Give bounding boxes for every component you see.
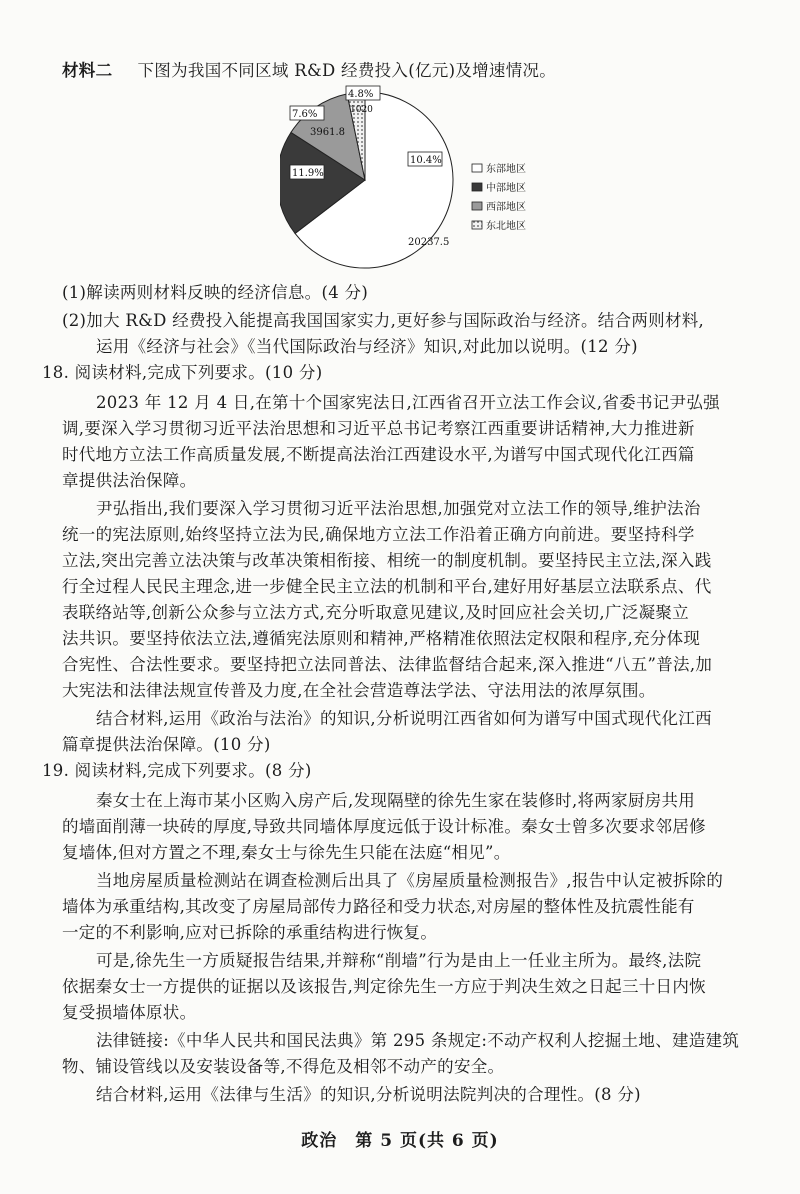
q18-line: 尹弘指出,我们要深入学习贯彻习近平法治思想,加强党对立法工作的领导,维护法治 bbox=[96, 499, 701, 518]
q18-line: 调,要深入学习贯彻习近平法治思想和习近平总书记考察江西重要讲话精神,大力推进新 bbox=[62, 419, 695, 438]
q18-line: 篇章提供法治保障。(10 分) bbox=[62, 735, 271, 754]
q19-line: 一定的不利影响,应对已拆除的承重结构进行恢复。 bbox=[62, 923, 438, 942]
q18-line: 合宪性、合法性要求。要坚持把立法同普法、法律监督结合起来,深入推进“八五”普法,加 bbox=[62, 655, 713, 674]
material2-heading bbox=[62, 60, 556, 82]
q19-line: 复墙体,但对方置之不理,秦女士与徐先生只能在法庭“相见”。 bbox=[62, 843, 511, 862]
material2-label: 材料二 bbox=[62, 61, 113, 80]
growth-label-west: 7.6% bbox=[292, 109, 318, 120]
q19-line: 复受损墙体原状。 bbox=[62, 1003, 197, 1022]
q19-line: 结合材料,运用《法律与生活》的知识,分析说明法院判决的合理性。(8 分) bbox=[96, 1085, 641, 1104]
rd-pie-chart bbox=[280, 80, 580, 280]
q19-line: 当地房屋质量检测站在调查检测后出具了《房屋质量检测报告》,报告中认定被拆除的 bbox=[96, 871, 724, 890]
q19-line: 依据秦女士一方提供的证据以及该报告,判定徐先生一方应于判决生效之日起三十日内恢 bbox=[62, 977, 706, 996]
legend-swatch bbox=[472, 164, 482, 172]
value-label-east: 20237.5 bbox=[408, 237, 450, 248]
legend-swatch bbox=[472, 183, 482, 191]
page-footer: 政治 第 5 页(共 6 页) bbox=[301, 1131, 499, 1151]
q17-sub2-line1: (2)加大 R&D 经费投入能提高我国国家实力,更好参与国际政治与经济。结合两则材料, bbox=[62, 311, 705, 330]
q18-title: 18. 阅读材料,完成下列要求。(10 分) bbox=[42, 363, 323, 382]
growth-label-east: 10.4% bbox=[410, 155, 442, 166]
q19-line: 法律链接:《中华人民共和国民法典》第 295 条规定:不动产权利人挖掘土地、建造建筑 bbox=[96, 1031, 740, 1050]
q18-line: 行全过程人民民主理念,进一步健全民主立法的机制和平台,建好用好基层立法联系点、代 bbox=[62, 577, 712, 596]
value-label-west: 3961.8 bbox=[310, 127, 345, 138]
value-label-northeast: 1020 bbox=[350, 105, 373, 115]
q18-line: 法共识。要坚持依法立法,遵循宪法原则和精神,严格精准依照法定权限和程序,充分体现 bbox=[62, 629, 701, 648]
legend-swatch bbox=[472, 221, 482, 229]
q19-line: 秦女士在上海市某小区购入房产后,发现隔壁的徐先生家在装修时,将两家厨房共用 bbox=[96, 791, 696, 810]
legend-label: 东北地区 bbox=[486, 221, 526, 232]
growth-label-central: 11.9% bbox=[292, 168, 324, 179]
legend-label: 东部地区 bbox=[486, 164, 526, 175]
pie-legend bbox=[472, 162, 526, 232]
q19-line: 墙体为承重结构,其改变了房屋局部传力路径和受力状态,对房屋的整体性及抗震性能有 bbox=[62, 897, 695, 916]
material2-caption: 下图为我国不同区域 R&D 经费投入(亿元)及增速情况。 bbox=[137, 61, 557, 80]
pie-chart-svg bbox=[280, 80, 580, 280]
q17-sub1: (1)解读两则材料反映的经济信息。(4 分) bbox=[62, 283, 369, 302]
q18-line: 立法,突出完善立法决策与改革决策相衔接、相统一的制度机制。要坚持民主立法,深入践 bbox=[62, 551, 712, 570]
q18-line: 结合材料,运用《政治与法治》的知识,分析说明江西省如何为谱写中国式现代化江西 bbox=[96, 709, 712, 728]
legend-label: 西部地区 bbox=[486, 202, 526, 213]
q19-line: 物、铺设管线以及安装设备等,不得危及相邻不动产的安全。 bbox=[62, 1057, 505, 1076]
legend-label: 中部地区 bbox=[486, 183, 526, 194]
q18-line: 2023 年 12 月 4 日,在第十个国家宪法日,江西省召开立法工作会议,省委书记尹弘强 bbox=[96, 393, 720, 412]
growth-label-northeast: 4.8% bbox=[348, 89, 374, 100]
q18-line: 统一的宪法原则,始终坚持立法为民,确保地方立法工作沿着正确方向前进。要坚持科学 bbox=[62, 525, 695, 544]
q19-title: 19. 阅读材料,完成下列要求。(8 分) bbox=[42, 761, 312, 780]
q17-sub2-line2: 运用《经济与社会》《当代国际政治与经济》知识,对此加以说明。(12 分) bbox=[96, 337, 638, 356]
q18-line: 章提供法治保障。 bbox=[62, 471, 197, 490]
q19-line: 可是,徐先生一方质疑报告结果,并辩称“削墙”行为是由上一任业主所为。最终,法院 bbox=[96, 951, 702, 970]
q18-line: 时代地方立法工作高质量发展,不断提高法治江西建设水平,为谱写中国式现代化江西篇 bbox=[62, 445, 695, 464]
q19-line: 的墙面削薄一块砖的厚度,导致共同墙体厚度远低于设计标准。秦女士曾多次要求邻居修 bbox=[62, 817, 706, 836]
q18-line: 大宪法和法律法规宣传普及力度,在全社会营造尊法学法、守法用法的浓厚氛围。 bbox=[62, 681, 656, 700]
q18-line: 表联络站等,创新公众参与立法方式,充分听取意见建议,及时回应社会关切,广泛凝聚立 bbox=[62, 603, 689, 622]
legend-swatch bbox=[472, 202, 482, 210]
